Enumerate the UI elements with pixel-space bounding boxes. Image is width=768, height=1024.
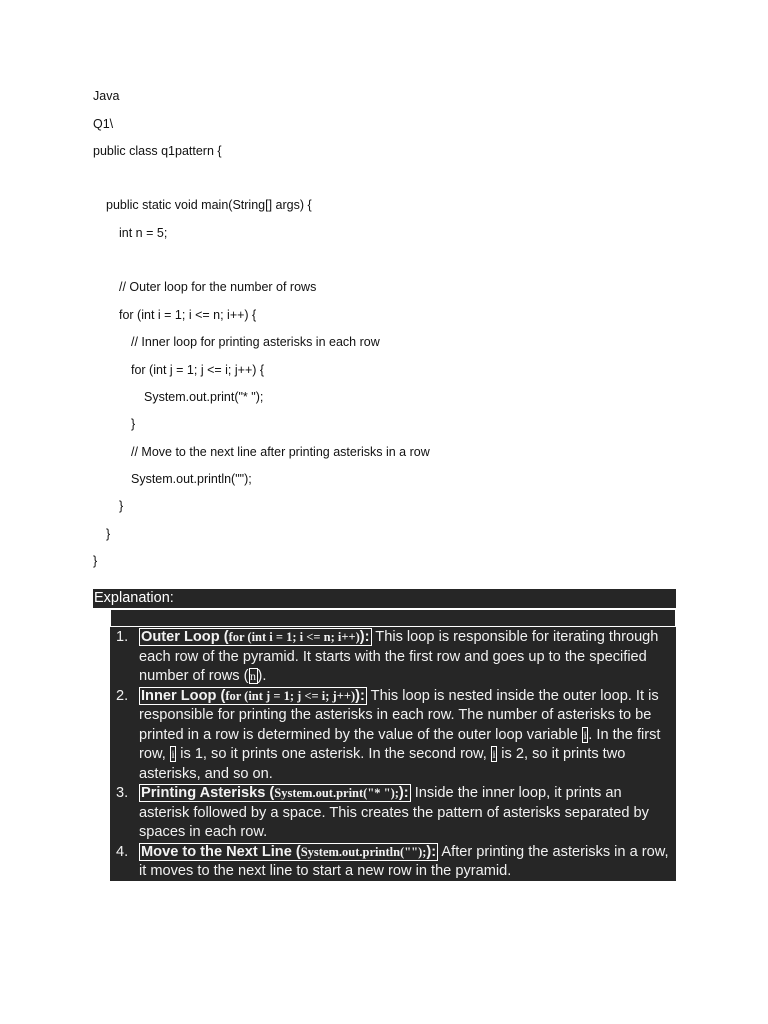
code-line: } [93, 554, 98, 568]
inline-variable: i [171, 747, 175, 761]
code-line: public static void main(String[] args) { [106, 198, 312, 212]
item-text: . In the first row, [139, 726, 661, 762]
inline-variable: i [492, 747, 496, 761]
item-text: Inside the inner loop, it prints an asterisk followed by a space. This creates the pattern of asterisks separated by spaces in each row. [139, 785, 649, 840]
list-number: 4. [116, 843, 129, 860]
list-number: 3. [116, 785, 129, 801]
item-text: After printing the asterisks in a row, it moves to the next line to start a new row in the pyramid. [139, 843, 669, 879]
inline-variable: n [250, 669, 256, 683]
item-term: Outer Loop (for (int i = 1; i <= n; i++)): [141, 629, 370, 645]
list-item [110, 628, 672, 687]
item-text: is 1, so it prints one asterisk. In the second row, [176, 746, 491, 762]
code-line: public class q1pattern { [93, 144, 222, 158]
code-line: } [131, 417, 136, 431]
item-term: Move to the Next Line (System.out.println("");): [141, 843, 437, 860]
inline-code: System.out.println(""); [300, 844, 427, 859]
code-line: System.out.println(""); [131, 472, 252, 486]
list-number: 2. [116, 687, 129, 704]
inline-code: for (int j = 1; j <= i; j++) [225, 688, 356, 703]
code-line: System.out.print("* "); [144, 390, 264, 404]
item-text: is 2, so it prints two asterisks, and so on. [139, 746, 626, 782]
inline-code: for (int i = 1; i <= n; i++) [228, 630, 360, 644]
code-line: for (int i = 1; i <= n; i++) { [119, 308, 257, 322]
list-item [110, 784, 672, 843]
inline-code: System.out.print("* "); [274, 786, 399, 800]
item-text: This loop is responsible for iterating through each row of the pyramid. It starts with the first row and goes up to the specified number of rows ( [139, 629, 659, 684]
code-comment: // Outer loop for the number of rows [119, 280, 317, 294]
item-text: ). [257, 668, 267, 684]
explanation-heading-text: Explanation: [94, 590, 174, 606]
explanation-spacer [110, 609, 676, 627]
list-item [110, 687, 672, 785]
explanation-list [110, 628, 672, 882]
inline-variable: i [583, 727, 587, 742]
code-line: for (int j = 1; j <= i; j++) { [131, 363, 265, 377]
explanation-list-box [110, 627, 676, 881]
question-label: Q1\ [93, 117, 114, 131]
item-text: This loop is nested inside the outer loop. It is responsible for printing the asterisks in each row. The number of asterisks to be printed in a row is determined by the value of the outer loop variable [139, 687, 659, 743]
code-line: int n = 5; [119, 226, 168, 240]
code-line: } [119, 499, 124, 513]
item-term: Printing Asterisks (System.out.print("* ");): [141, 785, 409, 801]
code-comment: // Move to the next line after printing asterisks in a row [131, 445, 430, 459]
list-item [110, 843, 672, 882]
item-term: Inner Loop (for (int j = 1; j <= i; j++)): [141, 687, 365, 704]
code-comment: // Inner loop for printing asterisks in each row [131, 335, 380, 349]
list-number: 1. [116, 629, 129, 645]
language-label: Java [93, 89, 120, 103]
code-line: } [106, 527, 111, 541]
explanation-heading [93, 589, 676, 608]
